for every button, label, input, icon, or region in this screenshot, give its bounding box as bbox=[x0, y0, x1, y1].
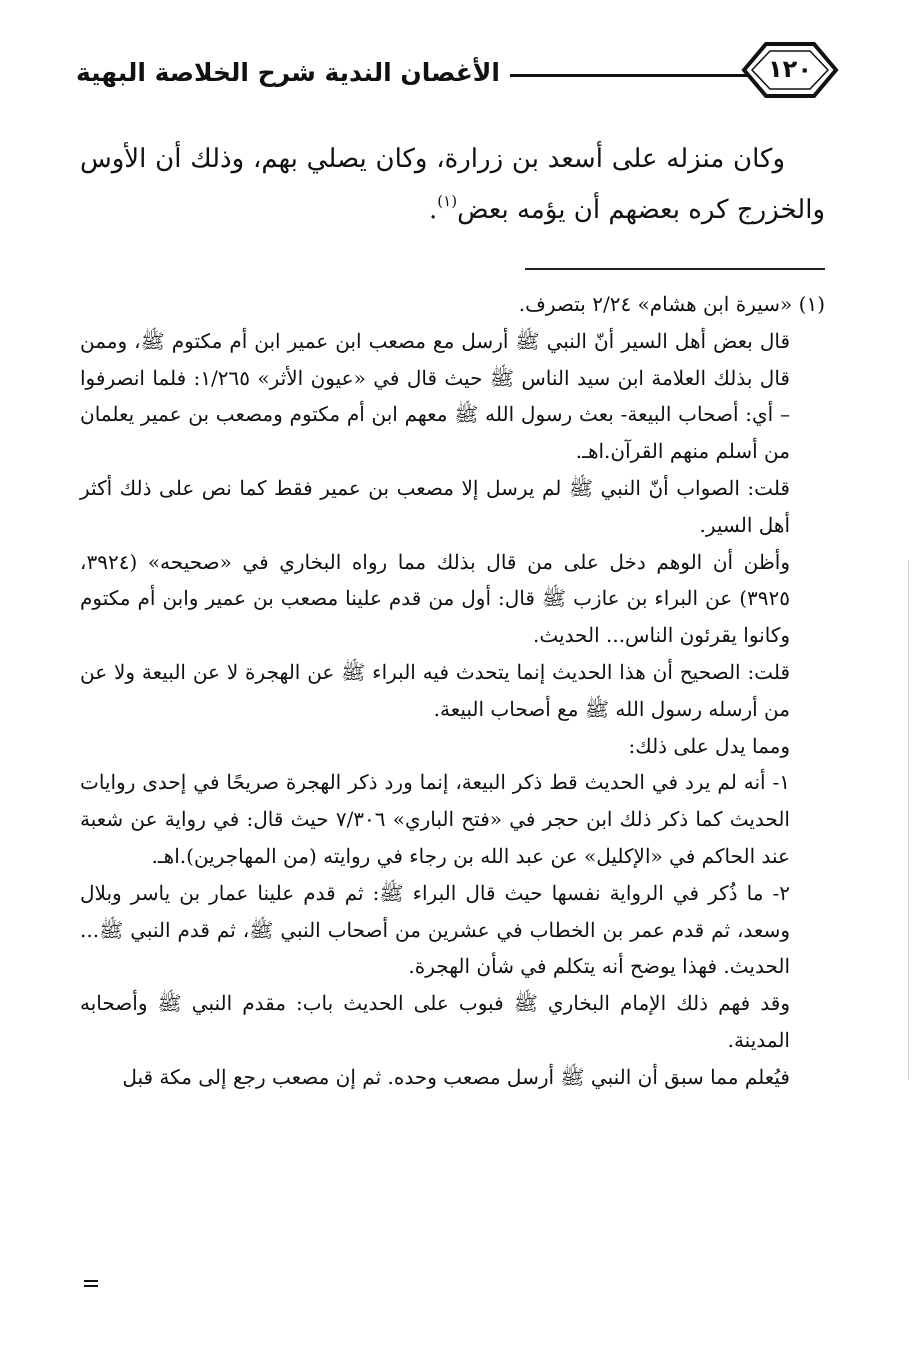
footnote-paragraph: قال بعض أهل السير أنّ النبي ﷺ أرسل مع مصعب ابن عمير ابن أم مكتوم ﷺ، وممن قال بذلك العلامة ابن سيد الناس ﷺ حيث قال في «عيون الأثر» ١/٢٦٥: فلما انصرفوا – أي: أصحاب البيعة- بعث رسول الله ﷺ معهم ابن أم مكتوم ومصعب بن عمير يعلمان من أسلم منهم القرآن.اهـ. bbox=[80, 328, 790, 464]
footnote-source: (١) «سيرة ابن هشام» ٢/٢٤ بتصرف. bbox=[518, 292, 825, 316]
page-header bbox=[75, 40, 840, 100]
book-title: الأغصان الندية شرح الخلاصة البهية bbox=[75, 58, 500, 87]
footnote-list-item: ٢- ما ذُكر في الرواية نفسها حيث قال البراء ﷺ: ثم قدم علينا عمار بن ياسر وبلال وسعد، ثم قدم عمر بن الخطاب في عشرين من أصحاب النبي ﷺ، ثم قدم النبي ﷺ... الحديث. فهذا يوضح أنه يتكلم في شأن الهجرة. bbox=[80, 880, 790, 979]
footnote-paragraph: ومما يدل على ذلك: bbox=[628, 733, 790, 758]
paragraph-end-mark: . bbox=[429, 195, 438, 225]
footnote-paragraph: وأظن أن الوهم دخل على من قال بذلك مما رواه البخاري في «صحيحه» (٣٩٢٤، ٣٩٢٥) عن البراء بن عازب ﷺ قال: أول من قدم علينا مصعب بن عمير وابن أم مكتوم وكانوا يقرئون الناس... الحديث. bbox=[80, 549, 790, 648]
scan-edge-line bbox=[908, 560, 909, 1080]
footnote-paragraph: قلت: الصحيح أن هذا الحديث إنما يتحدث فيه البراء ﷺ عن الهجرة لا عن البيعة ولا عن من أرسله رسول الله ﷺ مع أصحاب البيعة. bbox=[80, 659, 790, 721]
page-number: ١٢٠ bbox=[768, 55, 812, 83]
main-paragraph-text: وكان منزله على أسعد بن زرارة، وكان يصلي بهم، وذلك أن الأوس والخزرج كره بعضهم أن يؤمه بعض bbox=[80, 144, 825, 225]
footnote-paragraph: قلت: الصواب أنّ النبي ﷺ لم يرسل إلا مصعب بن عمير فقط كما نص على ذلك أكثر أهل السير. bbox=[80, 475, 790, 537]
footnote-paragraph: فيُعلم مما سبق أن النبي ﷺ أرسل مصعب وحده. ثم إن مصعب رجع إلى مكة قبل bbox=[122, 1064, 790, 1089]
main-text bbox=[80, 134, 825, 236]
continuation-mark bbox=[84, 1280, 98, 1288]
footnote-separator bbox=[525, 268, 825, 270]
footnote-ref: (١) bbox=[437, 192, 458, 210]
main-paragraph bbox=[80, 134, 825, 236]
footnote-paragraph: وقد فهم ذلك الإمام البخاري ﷺ فبوب على الحديث باب: مقدم النبي ﷺ وأصحابه المدينة. bbox=[80, 991, 790, 1052]
page-number-badge bbox=[740, 40, 840, 100]
header-rule bbox=[510, 74, 750, 77]
footnotes bbox=[80, 286, 825, 1096]
footnote-list-item: ١- أنه لم يرد في الحديث قط ذكر البيعة، إنما ورد ذكر الهجرة صريحًا في إحدى روايات الحديث كما ذكر ذلك ابن حجر في «فتح الباري» ٧/٣٠٦ حيث قال: في رواية عن شعبة عند الحاكم في «الإكليل» عن عبد الله بن رجاء في روايته (من المهاجرين).اهـ. bbox=[80, 770, 790, 868]
